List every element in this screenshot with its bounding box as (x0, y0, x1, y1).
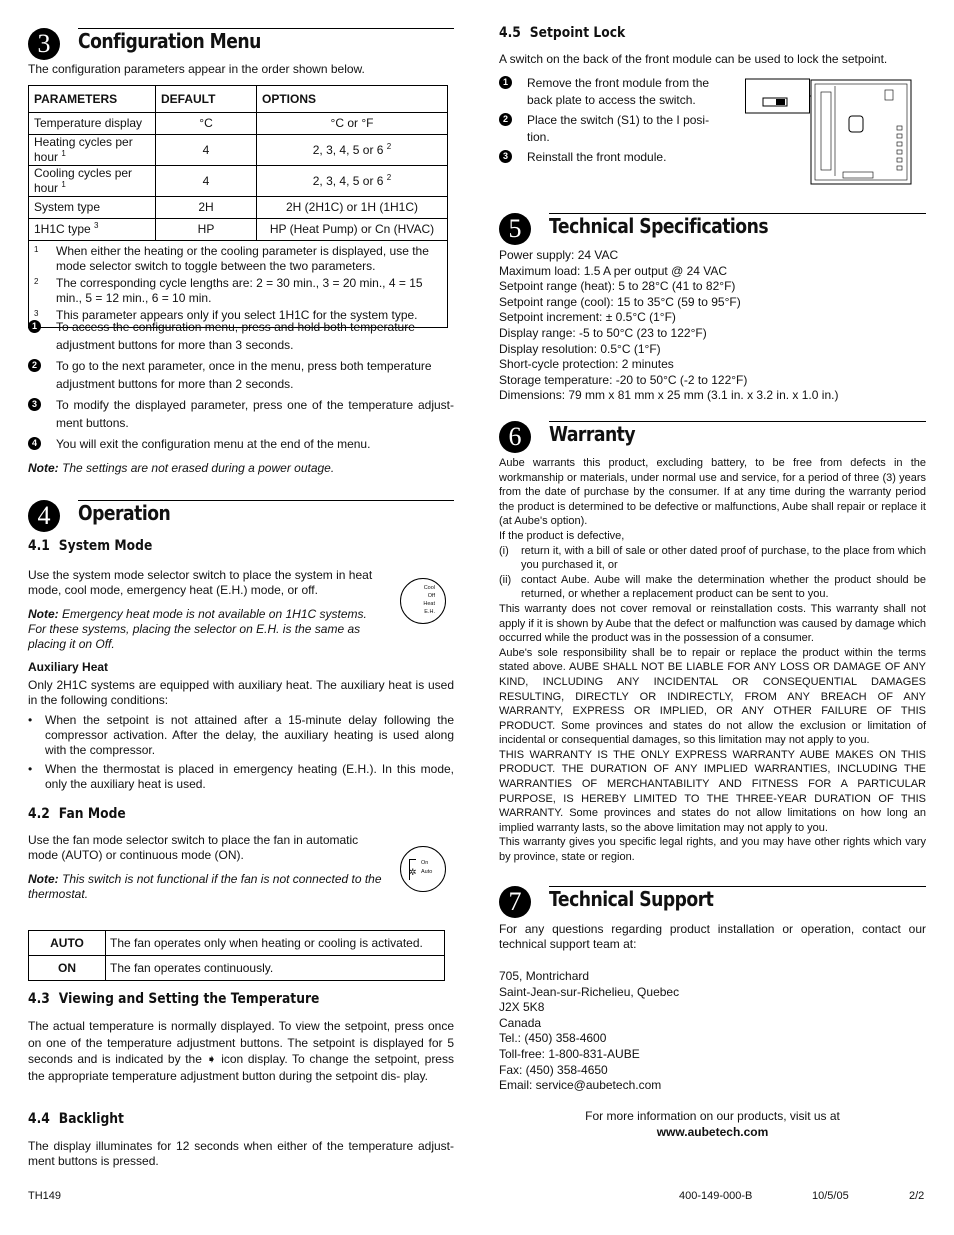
switch-label: Cool (423, 585, 435, 591)
fan-mode-desc: The fan operates only when heating or cooling is activated. (106, 931, 445, 956)
table-note: 2 The corresponding cycle lengths are: 2 = 30 min., 3 = 20 min., 4 = 15 min., 5 = 12 min., 6 = 10 min. (34, 276, 423, 305)
subsection-title: Backlight (58, 1111, 124, 1127)
spec-line: Setpoint increment: ± 0.5°C (1°F) (499, 310, 676, 325)
section-title: Configuration Menu (78, 29, 261, 53)
switch-label: Auto (421, 869, 433, 875)
footer-date: 10/5/05 (812, 1190, 849, 1202)
options-cell: °C or °F (257, 113, 448, 135)
email-line: Email: service@aubetech.com (499, 1078, 662, 1093)
step-number: 4 (28, 437, 41, 450)
step-item (28, 318, 454, 354)
subsection-number: 4.1 (28, 538, 50, 554)
default-cell: 4 (156, 135, 257, 166)
address-line: J2X 5K8 (499, 1000, 545, 1015)
parameters-table (28, 85, 448, 328)
note-label: Note: (28, 872, 59, 886)
fan-mode-desc: The fan operates continuously. (106, 956, 445, 981)
subsection-number: 4.5 (499, 25, 521, 41)
config-note (28, 461, 334, 476)
table-row (29, 113, 448, 135)
item-number: (i) (499, 544, 509, 557)
note-text: The settings are not erased during a power outage. (62, 461, 335, 475)
step-text: To go to the next parameter, once in the menu, press both temperature adjustment buttons for more than 2 seconds. (56, 359, 432, 391)
phone-line: Tel.: (450) 358-4600 (499, 1031, 607, 1046)
header-default: DEFAULT (156, 86, 257, 113)
step-item (499, 75, 724, 109)
warranty-paragraph: THIS WARRANTY IS THE ONLY EXPRESS WARRANTY AUBE MAKES ON THIS PRODUCT. THE DURATION OF ANY IMPLIED WARRANTIES, INCLUDING THE WARRANTIES OF MERCHANTABILITY AND FITNESS FOR A PARTICULAR PURPOSE, IS HEREBY LIMITED TO THE THREE-YEAR DURATION OF THIS WARRANTY. Some provinces and states do not allow limitations on how long an implied warranty lasts, so the above limitation may not apply to you. (499, 748, 926, 834)
note-text: The corresponding cycle lengths are: 2 = 30 min., 3 = 20 min., 4 = 15 min., 5 = 12 min., 6 = 10 min. (56, 276, 423, 305)
step-item (499, 149, 724, 166)
footnote-ref: 3 (94, 221, 99, 230)
options-cell (257, 135, 448, 166)
spec-line: Power supply: 24 VAC (499, 248, 619, 262)
section-number: 5 (499, 213, 531, 245)
footnote-ref: 2 (386, 172, 392, 182)
more-info-text: For more information on our products, visit us at (585, 1109, 840, 1123)
step-item (28, 357, 454, 393)
warranty-paragraph: This warranty does not cover removal or reinstallation costs. This warranty shall not apply if it is shown by Aube that the defect or malfunction was caused by damage which occurred while the product was in the possession of a consumer. (499, 602, 926, 645)
viewing-text-part: The actual temperature is normally displayed. To view the setpoint, press once on one of the temperature adjustment buttons. The setpoint is displayed for 5 seconds and is indicated by the (28, 1019, 454, 1066)
options-cell (257, 166, 448, 197)
spec-line: Dimensions: 79 mm x 81 mm x 25 mm (3.1 in. x 3.2 in. x 1.0 in.) (499, 388, 839, 403)
front-module-back-illustration (745, 76, 919, 186)
note-text: This parameter appears only if you select 1H1C for the system type. (56, 308, 418, 322)
default-cell: °C (156, 113, 257, 135)
section-support-header (499, 886, 926, 920)
subsection-backlight (28, 1110, 124, 1128)
step-text: Remove the front module from the back plate to access the switch. (527, 76, 710, 107)
fan-mode-switch-diagram (400, 846, 446, 892)
table-row (29, 219, 448, 241)
step-text: You will exit the configuration menu at the end of the menu. (56, 437, 371, 451)
table-notes (29, 241, 448, 328)
spec-line: Setpoint range (heat): 5 to 28°C (41 to 82°F) (499, 279, 736, 294)
viewing-text-part: icon display. To change the setpoint, press the appropriate temperature adjustment button during the setpoint dis- play. (28, 1052, 454, 1083)
switch-label: E.H. (424, 609, 435, 615)
item-text: return it, with a bill of sale or other dated proof of purchase, to the place from which you purchased it, or (521, 544, 926, 572)
subsection-title: System Mode (58, 538, 153, 554)
warranty-text (499, 456, 926, 865)
section-warranty-header (499, 421, 926, 455)
step-item (28, 396, 454, 432)
options-cell: 2H (2H1C) or 1H (1H1C) (257, 197, 448, 219)
subsection-viewing (28, 990, 319, 1008)
footer-doc-number: 400-149-000-B (679, 1190, 753, 1202)
param-name: Cooling cycles per hour (34, 166, 133, 195)
system-mode-note (28, 607, 383, 652)
step-number: 3 (499, 150, 512, 163)
toll-free-line: Toll-free: 1-800-831-AUBE (499, 1046, 640, 1061)
step-number: 1 (499, 76, 512, 89)
setpoint-lock-text: A switch on the back of the front module can be used to lock the setpoint. (499, 52, 888, 66)
support-address (499, 969, 679, 1094)
spec-line: Short-cycle protection: 2 minutes (499, 357, 674, 372)
table-header-row (29, 86, 448, 113)
address-line: Canada (499, 1015, 542, 1030)
footer-page: 2/2 (909, 1190, 925, 1202)
item-text: contact Aube. Aube will make the determination whether the product should be returned, or whether a replacement product can be sent to you. (521, 573, 926, 601)
subsection-title: Setpoint Lock (529, 25, 626, 41)
table-row (29, 166, 448, 197)
table-notes-row (29, 241, 448, 328)
param-cell (29, 135, 156, 166)
param-name: Temperature display (34, 116, 143, 130)
fan-mode-key: AUTO (29, 931, 106, 956)
section-specifications-header (499, 213, 926, 247)
section-number: 6 (499, 421, 531, 453)
fan-mode-note (28, 872, 383, 902)
switch-labels (415, 584, 435, 616)
setpoint-arrow-icon: ➧ (206, 1052, 217, 1066)
table-note: 1 When either the heating or the cooling parameter is displayed, use the mode selector switch to toggle between the two parameters. (34, 244, 429, 273)
param-name: System type (34, 200, 101, 214)
spec-line: Storage temperature: -20 to 50°C (-2 to 122°F) (499, 372, 748, 387)
step-number: 3 (28, 398, 41, 411)
switch-label: Heat (423, 601, 435, 607)
spec-line: Setpoint range (cool): 15 to 35°C (59 to 95°F) (499, 294, 741, 309)
param-cell (29, 219, 156, 241)
aux-heat-text: Only 2H1C systems are equipped with auxiliary heat. The auxiliary heat is used in the following conditions: (28, 678, 454, 707)
fan-mode-key: ON (29, 956, 106, 981)
table-row (29, 931, 445, 956)
aux-heat-bullets (28, 713, 454, 792)
section-title: Technical Support (549, 887, 714, 911)
config-intro: The configuration parameters appear in the order shown below. (28, 62, 365, 76)
param-cell (29, 197, 156, 219)
warranty-paragraph: Aube's sole responsibility shall be to repair or replace the product within the terms stated above. AUBE SHALL NOT BE LIABLE FOR ANY LOSS OR DAMAGE OF ANY KIND, INCLUDING ANY INCIDENTAL OR CONSEQUENTIAL DAMAGES RESULTING, DIRECTLY OR INDIRECTLY, FROM ANY BREACH OF ANY WARRANTY, EXPRESS OR IMPLIED, OR ANY OTHER FAILURE OF THIS PRODUCT. Some provinces and states do not allow the exclusion or limitation of incidental or consequential damages, so this limitation may not apply to you. (499, 646, 926, 747)
warranty-paragraph: Aube warrants this product, excluding battery, to be free from defects in the workmanship or materials, under normal use and service, for a period of three (3) years from the date of purchase by the consumer. If at any time during the warranty period the product is determined to be defective or malfunctions, Aube shall repair or replace it (at Aube's option). (499, 457, 926, 528)
note-text: Emergency heat mode is not available on 1H1C systems. For these systems, placing the selector on E.H. is the same as placing it on Off. (28, 607, 367, 651)
default-cell: 2H (156, 197, 257, 219)
subsection-system-mode (28, 537, 152, 555)
param-cell (29, 113, 156, 135)
options-cell: HP (Heat Pump) or Cn (HVAC) (257, 219, 448, 241)
backlight-text: The display illuminates for 12 seconds when either of the temperature adjust- ment buttons is pressed. (28, 1139, 454, 1168)
note-text: This switch is not functional if the fan is not connected to the thermostat. (28, 872, 382, 901)
fax-line: Fax: (450) 358-4650 (499, 1062, 608, 1077)
aux-heat-title: Auxiliary Heat (28, 660, 109, 674)
switch-label: On (421, 860, 429, 866)
switch-labels (421, 859, 432, 877)
subsection-number: 4.3 (28, 991, 50, 1007)
system-mode-text: Use the system mode selector switch to place the system in heat mode, cool mode, emergency heat (E.H.) mode, or off. (28, 568, 373, 597)
subsection-fan-mode (28, 805, 126, 823)
spec-line: Maximum load: 1.5 A per output @ 24 VAC (499, 263, 728, 278)
bullet-item: • When the setpoint is not attained after a 15-minute delay following the compressor activation. After the delay, the auxiliary heating is used along with the compressor. (28, 713, 454, 758)
step-item (28, 435, 454, 453)
warranty-paragraph: If the product is defective, (499, 529, 625, 542)
table-row (29, 197, 448, 219)
fan-mode-text: Use the fan mode selector switch to place the fan in automatic mode (AUTO) or continuous mode (ON). (28, 833, 359, 862)
header-options: OPTIONS (257, 86, 448, 113)
section-operation-header (28, 500, 454, 534)
section-number: 3 (28, 28, 60, 60)
header-parameters: PARAMETERS (29, 86, 156, 113)
options-text: 2, 3, 4, 5 or 6 (312, 142, 384, 157)
note-label: Note: (28, 461, 59, 475)
section-title: Technical Specifications (549, 214, 769, 238)
section-title: Operation (78, 501, 171, 525)
bullet-item: • When the thermostat is placed in emergency heating (E.H.). In this mode, only the auxiliary heat is used. (28, 762, 454, 792)
section-configuration-header (28, 28, 454, 62)
step-text: Place the switch (S1) to the I posi- tion. (527, 113, 710, 144)
setpoint-lock-steps (499, 75, 724, 166)
warranty-item (499, 544, 926, 573)
param-name: Heating cycles per hour (34, 135, 133, 164)
subsection-title: Fan Mode (58, 806, 126, 822)
system-mode-switch-diagram (400, 578, 446, 624)
subsection-title: Viewing and Setting the Temperature (58, 991, 320, 1007)
section-title: Warranty (549, 422, 636, 446)
table-note: 3 This parameter appears only if you select 1H1C for the system type. (34, 308, 418, 322)
step-text: To modify the displayed parameter, press one of the temperature adjust- ment buttons. (56, 398, 454, 430)
note-label: Note: (28, 607, 59, 621)
address-line: Saint-Jean-sur-Richelieu, Quebec (499, 984, 680, 999)
spec-line: Display range: -5 to 50°C (23 to 122°F) (499, 325, 707, 340)
options-text: 2, 3, 4, 5 or 6 (312, 173, 384, 188)
table-row (29, 956, 445, 981)
step-item (499, 112, 724, 146)
item-number: (ii) (499, 573, 512, 586)
param-cell (29, 166, 156, 197)
subsection-setpoint-lock (499, 24, 625, 42)
default-cell: HP (156, 219, 257, 241)
subsection-number: 4.2 (28, 806, 50, 822)
spec-line: Display resolution: 0.5°C (1°F) (499, 341, 661, 356)
default-cell: 4 (156, 166, 257, 197)
step-text: To access the configuration menu, press and hold both temperature adjustment buttons for more than 3 seconds. (56, 320, 415, 352)
param-name: 1H1C type (34, 222, 91, 236)
warranty-item (499, 573, 926, 602)
table-row (29, 135, 448, 166)
step-number: 1 (28, 320, 41, 333)
support-intro: For any questions regarding product installation or operation, contact our technical support team at: (499, 922, 926, 951)
config-steps (28, 318, 454, 453)
note-text: When either the heating or the cooling parameter is displayed, use the mode selector switch to toggle between the two parameters. (56, 244, 429, 273)
footnote-ref: 1 (61, 180, 66, 189)
section-number: 7 (499, 886, 531, 918)
website-link[interactable]: www.aubetech.com (656, 1125, 769, 1139)
step-number: 2 (499, 113, 512, 126)
footer-model: TH149 (28, 1190, 62, 1202)
warranty-paragraph: This warranty gives you specific legal rights, and you may have other rights which vary by province, state or region. (499, 836, 926, 864)
specs-list (499, 248, 838, 404)
footnote-ref: 2 (386, 141, 392, 151)
fan-icon: ✲ (409, 867, 417, 877)
switch-label: Off (427, 593, 435, 599)
fan-mode-table (28, 930, 445, 981)
step-number: 2 (28, 359, 41, 372)
subsection-number: 4.4 (28, 1111, 50, 1127)
footnote-ref: 1 (61, 149, 66, 158)
viewing-text (28, 1018, 454, 1084)
section-number: 4 (28, 500, 60, 532)
step-text: Reinstall the front module. (527, 150, 667, 164)
address-line: 705, Montrichard (499, 969, 590, 983)
